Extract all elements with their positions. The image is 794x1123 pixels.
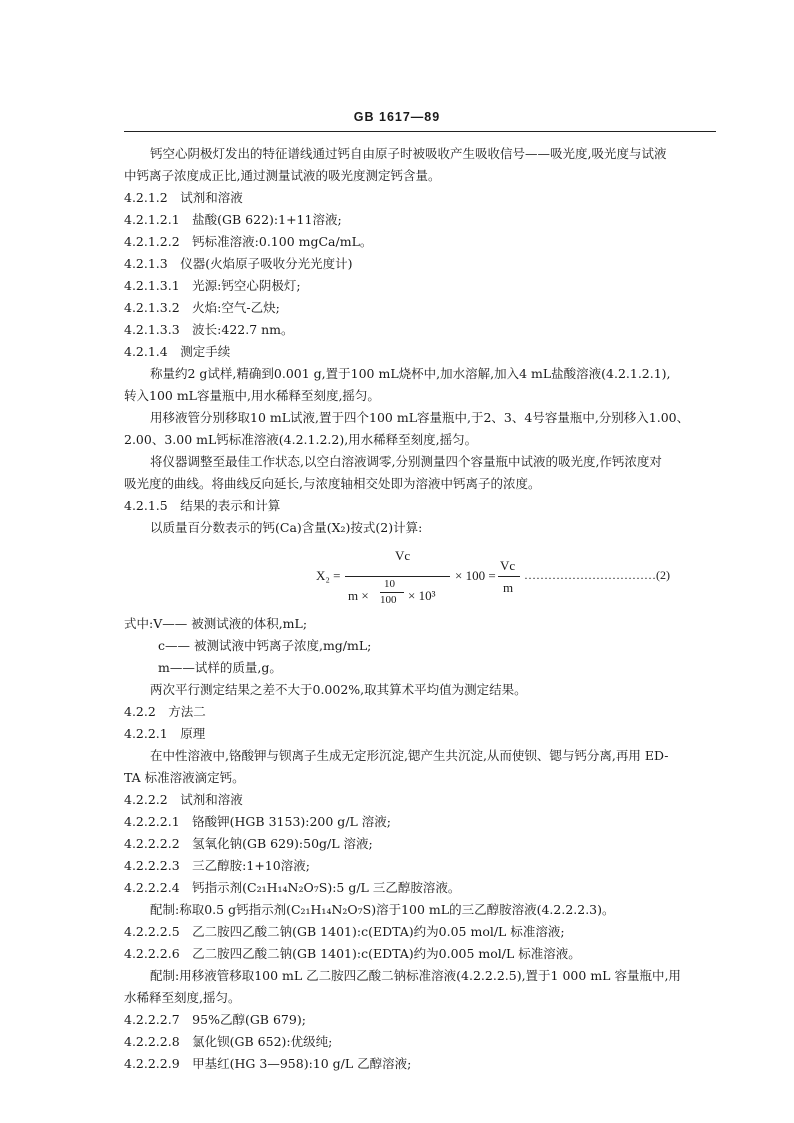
list-item: 4.2.1.3.3 波长:422.7 nm。 xyxy=(124,322,294,337)
paragraph-line: 将仪器调整至最佳工作状态,以空白溶液调零,分别测量四个容量瓶中试液的吸光度,作钙浓度对 xyxy=(150,454,662,469)
inner-fraction-denominator: 100 xyxy=(380,594,397,606)
inner-fraction-numerator: 10 xyxy=(384,578,395,590)
section-heading: 4.2.2.2 试剂和溶液 xyxy=(124,792,243,807)
paragraph-line: 在中性溶液中,铬酸钾与钡离子生成无定形沉淀,锶产生共沉淀,从而使钡、锶与钙分离,再用 ED- xyxy=(150,748,669,763)
paragraph-line: 2.00、3.00 mL钙标准溶液(4.2.1.2.2),用水稀释至刻度,摇匀。 xyxy=(124,432,478,447)
list-item: 4.2.2.2.7 95%乙醇(GB 679); xyxy=(124,1012,306,1027)
formula-numerator: Vc xyxy=(395,548,411,563)
list-item: 4.2.1.3.1 光源:钙空心阴极灯; xyxy=(124,278,301,293)
section-heading: 4.2.2 方法二 xyxy=(124,704,206,719)
list-item: 4.2.2.2.5 乙二胺四乙酸二钠(GB 1401):c(EDTA)约为0.05 mol/L 标准溶液; xyxy=(124,924,565,939)
formula-times-100: × 100 = xyxy=(455,568,496,583)
paragraph-line: 水稀释至刻度,摇匀。 xyxy=(124,990,241,1005)
standard-code: GB 1617—89 xyxy=(353,110,441,124)
list-item: 4.2.2.2.1 铬酸钾(HGB 3153):200 g/L 溶液; xyxy=(124,814,392,829)
formula-2 xyxy=(0,544,794,604)
section-heading: 4.2.2.1 原理 xyxy=(124,726,206,741)
variable-definition: 式中:V—— 被测试液的体积,mL; xyxy=(124,616,308,631)
paragraph-line: TA 标准溶液滴定钙。 xyxy=(124,770,245,785)
list-item: 4.2.1.2.2 钙标准溶液:0.100 mgCa/mL。 xyxy=(124,234,373,249)
list-item: 4.2.2.2.2 氢氧化钠(GB 629):50g/L 溶液; xyxy=(124,836,373,851)
list-item: 4.2.2.2.9 甲基红(HG 3—958):10 g/L 乙醇溶液; xyxy=(124,1056,412,1071)
formula-result-numerator: Vc xyxy=(500,558,516,573)
section-heading: 4.2.1.3 仪器(火焰原子吸收分光光度计) xyxy=(124,256,353,271)
section-heading: 4.2.1.4 测定手续 xyxy=(124,344,231,359)
formula-denominator-power: × 10³ xyxy=(408,588,436,603)
section-heading: 4.2.1.5 结果的表示和计算 xyxy=(124,498,281,513)
result-fraction-bar xyxy=(498,576,520,577)
list-item: 4.2.1.3.2 火焰:空气-乙炔; xyxy=(124,300,280,315)
paragraph-line: 吸光度的曲线。将曲线反向延长,与浓度轴相交处即为溶液中钙离子的浓度。 xyxy=(124,476,541,491)
paragraph-line: 用移液管分别移取10 mL试液,置于四个100 mL容量瓶中,于2、3、4号容量瓶中,分别移入1.00、 xyxy=(150,410,690,425)
fraction-bar xyxy=(345,576,450,577)
list-item: 4.2.2.2.8 氯化钡(GB 652):优级纯; xyxy=(124,1034,333,1049)
paragraph-line: 钙空心阴极灯发出的特征谱线通过钙自由原子时被吸收产生吸收信号——吸光度,吸光度与试液 xyxy=(150,146,667,161)
paragraph-line: 中钙离子浓度成正比,通过测量试液的吸光度测定钙含量。 xyxy=(124,168,441,183)
variable-definition: m——试样的质量,g。 xyxy=(158,660,282,675)
formula-denominator-m: m × xyxy=(348,588,369,603)
list-item: 4.2.2.2.6 乙二胺四乙酸二钠(GB 1401):c(EDTA)约为0.005 mol/L 标准溶液。 xyxy=(124,946,581,961)
header-rule xyxy=(124,131,716,132)
list-item: 4.2.2.2.4 钙指示剂(C₂₁H₁₄N₂O₇S):5 g/L 三乙醇胺溶液。 xyxy=(124,880,461,895)
inner-fraction-bar xyxy=(380,592,404,593)
paragraph-line: 称量约2 g试样,精确到0.001 g,置于100 mL烧杯中,加水溶解,加入4 mL盐酸溶液(4.2.1.2.1), xyxy=(150,366,671,381)
paragraph-line: 配制:用移液管移取100 mL 乙二胺四乙酸二钠标准溶液(4.2.2.2.5),置于1 000 mL 容量瓶中,用 xyxy=(150,968,681,983)
paragraph-line: 配制:称取0.5 g钙指示剂(C₂₁H₁₄N₂O₇S)溶于100 mL的三乙醇胺溶液(4.2.2.2.3)。 xyxy=(150,902,615,917)
list-item: 4.2.1.2.1 盐酸(GB 622):1+11溶液; xyxy=(124,212,342,227)
paragraph-line: 转入100 mL容量瓶中,用水稀释至刻度,摇匀。 xyxy=(124,388,380,403)
list-item: 4.2.2.2.3 三乙醇胺:1+10溶液; xyxy=(124,858,310,873)
equation-number: ……………………………(2) xyxy=(524,568,670,582)
paragraph-line: 以质量百分数表示的钙(Ca)含量(X₂)按式(2)计算: xyxy=(150,520,423,535)
formula-lhs: X₂ = xyxy=(316,568,341,583)
paragraph-line: 两次平行测定结果之差不大于0.002%,取其算术平均值为测定结果。 xyxy=(150,682,527,697)
formula-result-denominator: m xyxy=(503,580,514,595)
section-heading: 4.2.1.2 试剂和溶液 xyxy=(124,190,243,205)
variable-definition: c—— 被测试液中钙离子浓度,mg/mL; xyxy=(158,638,372,653)
